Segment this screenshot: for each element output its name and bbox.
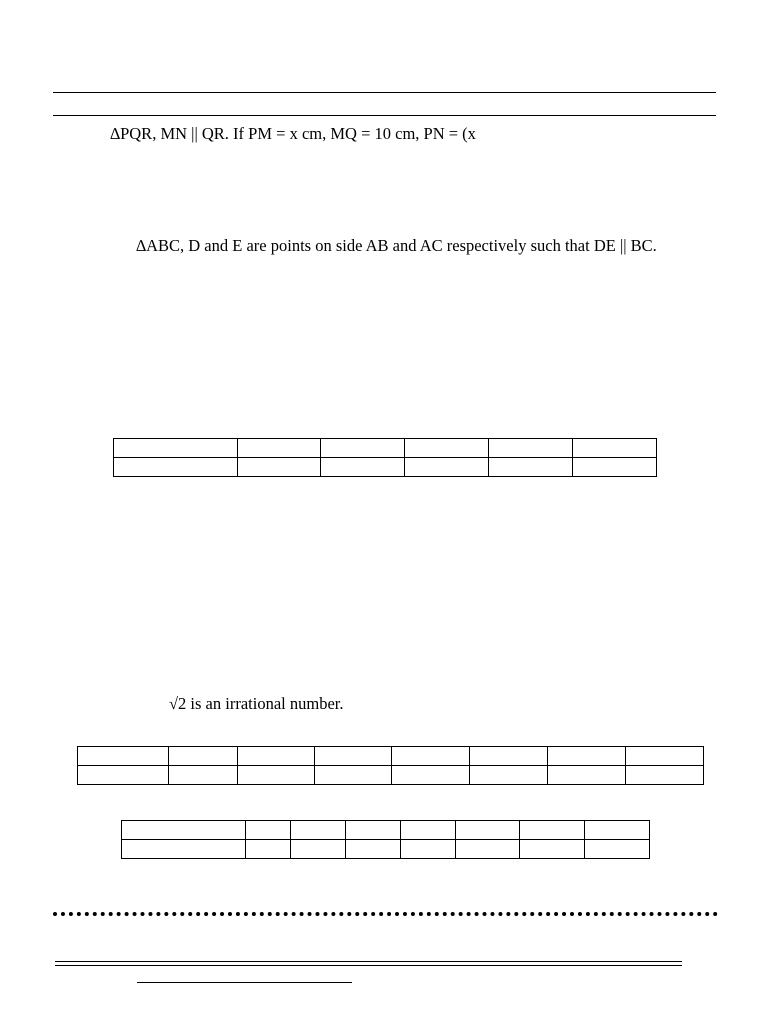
question-root2-text: √2 is an irrational number. — [169, 694, 344, 713]
table-cell — [520, 840, 585, 859]
header-rule-bottom — [53, 115, 716, 116]
table-row — [78, 766, 704, 785]
table-cell — [238, 439, 321, 458]
table-cell — [291, 821, 346, 840]
table-cell — [321, 439, 405, 458]
table-row — [114, 458, 657, 477]
table-cell — [315, 747, 392, 766]
table-cell — [238, 747, 315, 766]
table-cell — [122, 840, 246, 859]
header-rule-top — [53, 92, 716, 93]
table-cell — [626, 766, 704, 785]
answer-table-1 — [113, 438, 657, 477]
question-pqr-text: ∆PQR, MN || QR. If PM = x cm, MQ = 10 cm, PN = (x — [110, 124, 476, 143]
table-cell — [401, 821, 456, 840]
table-cell — [548, 766, 626, 785]
table-cell — [456, 821, 520, 840]
table-cell — [291, 840, 346, 859]
table-cell — [401, 840, 456, 859]
table-cell — [520, 821, 585, 840]
table-cell — [78, 747, 169, 766]
table-cell — [122, 821, 246, 840]
table-cell — [346, 840, 401, 859]
table-cell — [470, 766, 548, 785]
table-cell — [585, 821, 650, 840]
table-cell — [246, 840, 291, 859]
footer-double-rule — [55, 961, 682, 966]
table-cell — [392, 766, 470, 785]
table-cell — [321, 458, 405, 477]
answer-table-3 — [121, 820, 650, 859]
answer-table-2 — [77, 746, 704, 785]
table-cell — [169, 766, 238, 785]
table-cell — [405, 458, 489, 477]
table-cell — [573, 439, 657, 458]
table-row — [122, 821, 650, 840]
table-cell — [470, 747, 548, 766]
table-row — [78, 747, 704, 766]
table-cell — [246, 821, 291, 840]
table-cell — [238, 458, 321, 477]
table-row — [122, 840, 650, 859]
table-cell — [346, 821, 401, 840]
footnote-rule — [137, 982, 352, 983]
table-row — [114, 439, 657, 458]
table-cell — [114, 458, 238, 477]
table-cell — [456, 840, 520, 859]
table-cell — [489, 458, 573, 477]
table-cell — [78, 766, 169, 785]
table-cell — [585, 840, 650, 859]
table-cell — [626, 747, 704, 766]
table-cell — [392, 747, 470, 766]
table-cell — [169, 747, 238, 766]
dotted-separator — [53, 912, 718, 916]
table-cell — [548, 747, 626, 766]
question-abc-text: ∆ABC, D and E are points on side AB and AC respectively such that DE || BC. — [136, 236, 657, 255]
table-cell — [238, 766, 315, 785]
table-cell — [405, 439, 489, 458]
table-cell — [573, 458, 657, 477]
table-cell — [114, 439, 238, 458]
table-cell — [489, 439, 573, 458]
table-cell — [315, 766, 392, 785]
